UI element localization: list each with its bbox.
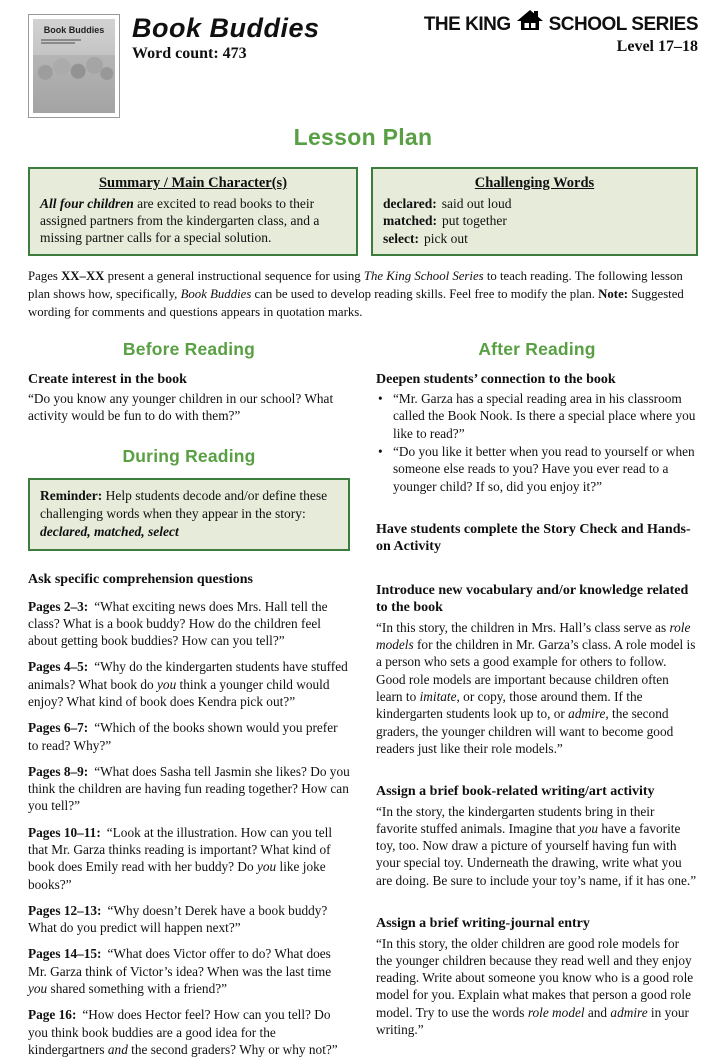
bullet-text: “Do you like it better when you read to yourself or when someone else reads to you? Have you ever read to a younger child? If so, did you enjoy it?”	[393, 444, 695, 494]
question-text: “What does Victor offer to do? What does Mr. Garza think of Victor’s idea? When was the last time you shared something with a friend?”	[28, 946, 332, 996]
deepen-connection-heading: Deepen students’ connection to the book	[376, 371, 616, 387]
vocabulary-body: “In this story, the children in Mrs. Hall’s class serve as role models for the children in Mr. Garza’s class. A role model is a person who sets a good example for others to follow. Good role models are important because children often learn to imitate, or copy, those around them. If the kindergarten students look up to, or admire, the second graders, the younger children will want to become good readers just like their role models.”	[376, 619, 696, 756]
book-title: Book Buddies	[132, 13, 320, 43]
question-pages-10-11	[28, 824, 350, 893]
question-label: Page 16:	[28, 1007, 77, 1023]
page-header	[28, 14, 698, 118]
bullet-icon: •	[378, 391, 383, 407]
book-cover-thumbnail	[28, 14, 120, 118]
summary-box-body: All four children are excited to read books to their assigned partners from the kindergarten class, and a missing partner calls for a special solution.	[40, 195, 320, 246]
create-interest-body: “Do you know any younger children in our school? What activity would be fun to do with them?”	[28, 391, 334, 424]
question-label: Pages 2–3:	[28, 598, 89, 614]
right-column	[376, 338, 698, 1058]
bullet-item	[376, 443, 698, 495]
reminder-box: Reminder: Help students decode and/or define these challenging words when they appear in the story: declared, matched, select	[28, 478, 350, 551]
question-label: Pages 10–11:	[28, 824, 101, 840]
summary-box	[28, 167, 358, 256]
word-count: Word count: 473	[132, 45, 247, 63]
question-text: “Which of the books shown would you prefer to read? Why?”	[28, 720, 338, 753]
word-term: select:	[383, 230, 419, 246]
word-term: matched:	[383, 213, 437, 229]
challenging-word-row	[383, 230, 686, 248]
challenging-words-heading: Challenging Words	[474, 175, 595, 191]
question-label: Pages 8–9:	[28, 763, 89, 779]
question-label: Pages 4–5:	[28, 659, 89, 675]
question-pages-12-13	[28, 902, 350, 937]
content-columns	[28, 338, 698, 1058]
word-definition: said out loud	[441, 195, 512, 211]
summary-box-heading: Summary / Main Character(s)	[98, 175, 288, 191]
series-logo-post: SCHOOL SERIES	[548, 14, 698, 35]
before-reading-heading: Before Reading	[122, 338, 256, 359]
schoolhouse-icon	[515, 10, 545, 34]
book-cover-image	[33, 19, 115, 113]
writing-journal-body: “In this story, the older children are good role models for the younger children because they read well and they enjoy reading. Write about someone you know who is a good role model for you. Explain what makes that person a good role model. Try to use the words role model and admire in your writing.”	[376, 935, 694, 1037]
after-reading-heading: After Reading	[478, 338, 596, 359]
left-column	[28, 338, 350, 1058]
question-text: “Why do the kindergarten students have stuffed animals? What book do you think a younger child would enjoy? What kind of book does Kendra pick out?”	[28, 659, 348, 710]
book-cover-illustration	[33, 55, 115, 113]
info-boxes-row	[28, 167, 698, 256]
reading-level: Level 17–18	[616, 38, 698, 55]
word-definition: put together	[442, 213, 507, 229]
bullet-item	[376, 390, 698, 442]
bullet-icon: •	[378, 444, 383, 459]
series-logo-pre: THE KING	[423, 14, 511, 35]
story-check-heading: Have students complete the Story Check and Hands-on Activity	[376, 521, 691, 555]
question-text: “How does Hector feel? How can you tell? Do you think book buddies are a good idea for the kindergartners and the second graders? Why or why not?”	[28, 1007, 338, 1057]
challenging-words-box	[371, 167, 698, 256]
question-pages-2-3	[28, 598, 350, 650]
bullet-text: “Mr. Garza has a special reading area in his classroom called the Book Nook. Is there a special place where you like to read?”	[393, 391, 696, 441]
question-label: Pages 6–7:	[28, 720, 89, 736]
series-logo-block	[424, 14, 698, 56]
question-label: Pages 14–15:	[28, 946, 102, 962]
word-term: declared:	[383, 195, 437, 211]
title-block	[132, 14, 424, 63]
intro-paragraph: Pages XX–XX present a general instructional sequence for using The King School Series to teach reading. The following lesson plan shows how, specifically, Book Buddies can be used to develop reading skills. Feel free to modify the plan. Note: Suggested wording for comments and questions appears in quotation marks.	[28, 269, 684, 319]
question-pages-8-9	[28, 763, 350, 815]
question-pages-14-15	[28, 945, 350, 997]
comprehension-questions-heading: Ask specific comprehension questions	[28, 572, 253, 588]
book-cover-byline-decor	[41, 42, 75, 44]
word-definition: pick out	[423, 230, 468, 246]
question-label: Pages 12–13:	[28, 902, 102, 918]
deepen-connection-bullets	[376, 390, 698, 495]
writing-journal-heading: Assign a brief writing-journal entry	[376, 916, 590, 931]
question-text: “What exciting news does Mrs. Hall tell the class? What is a book buddy? How do the children feel about getting book buddies? How can you tell?”	[28, 598, 328, 649]
vocabulary-heading: Introduce new vocabulary and/or knowledge related to the book	[376, 582, 689, 616]
question-page-16	[28, 1006, 350, 1058]
writing-art-heading: Assign a brief book-related writing/art activity	[376, 784, 655, 800]
question-pages-6-7	[28, 719, 350, 754]
writing-art-body: “In the story, the kindergarten students bring in their favorite stuffed animals. Imagine that you have a favorite toy, too. Now draw a picture of yourself having fun with your special toy. Underneath the drawing, write what you are doing. Be sure to include your toy’s name, if it has one.”	[376, 803, 697, 888]
page-title: Lesson Plan	[293, 124, 433, 150]
book-cover-byline-decor	[41, 39, 81, 41]
question-text: “What does Sasha tell Jasmin she likes? Do you think the children are having fun reading together? How can you tell?”	[28, 763, 350, 814]
series-logo	[424, 14, 698, 36]
question-text: “Look at the illustration. How can you tell that Mr. Garza thinks reading is important? What kind of book does Emily read with her buddy? Do you like joke books?”	[28, 824, 333, 892]
question-pages-4-5	[28, 658, 350, 710]
book-cover-title: Book Buddies	[43, 25, 105, 35]
create-interest-heading: Create interest in the book	[28, 371, 187, 387]
challenging-word-row	[383, 212, 686, 230]
question-text: “Why doesn’t Derek have a book buddy? What do you predict will happen next?”	[28, 902, 328, 936]
challenging-word-row	[383, 195, 686, 213]
during-reading-heading: During Reading	[122, 445, 256, 466]
